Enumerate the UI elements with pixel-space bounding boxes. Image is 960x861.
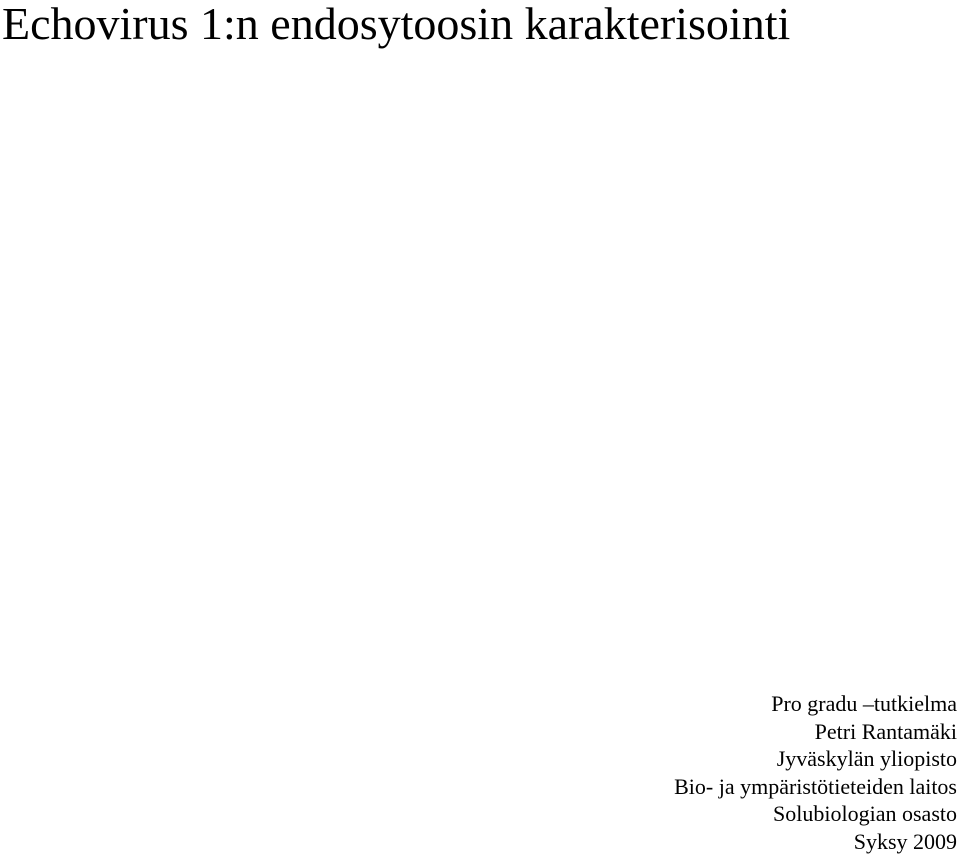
university-name: Jyväskylän yliopisto (776, 746, 957, 771)
thesis-type: Pro gradu –tutkielma (771, 691, 957, 716)
department-name: Bio- ja ympäristötieteiden laitos (674, 773, 957, 799)
thesis-info-block (674, 690, 957, 855)
page-title: Echovirus 1:n endosytoosin karakterisointi (2, 0, 791, 49)
author-name: Petri Rantamäki (814, 718, 957, 744)
division-name: Solubiologian osasto (773, 801, 957, 826)
date-label: Syksy 2009 (853, 828, 957, 854)
